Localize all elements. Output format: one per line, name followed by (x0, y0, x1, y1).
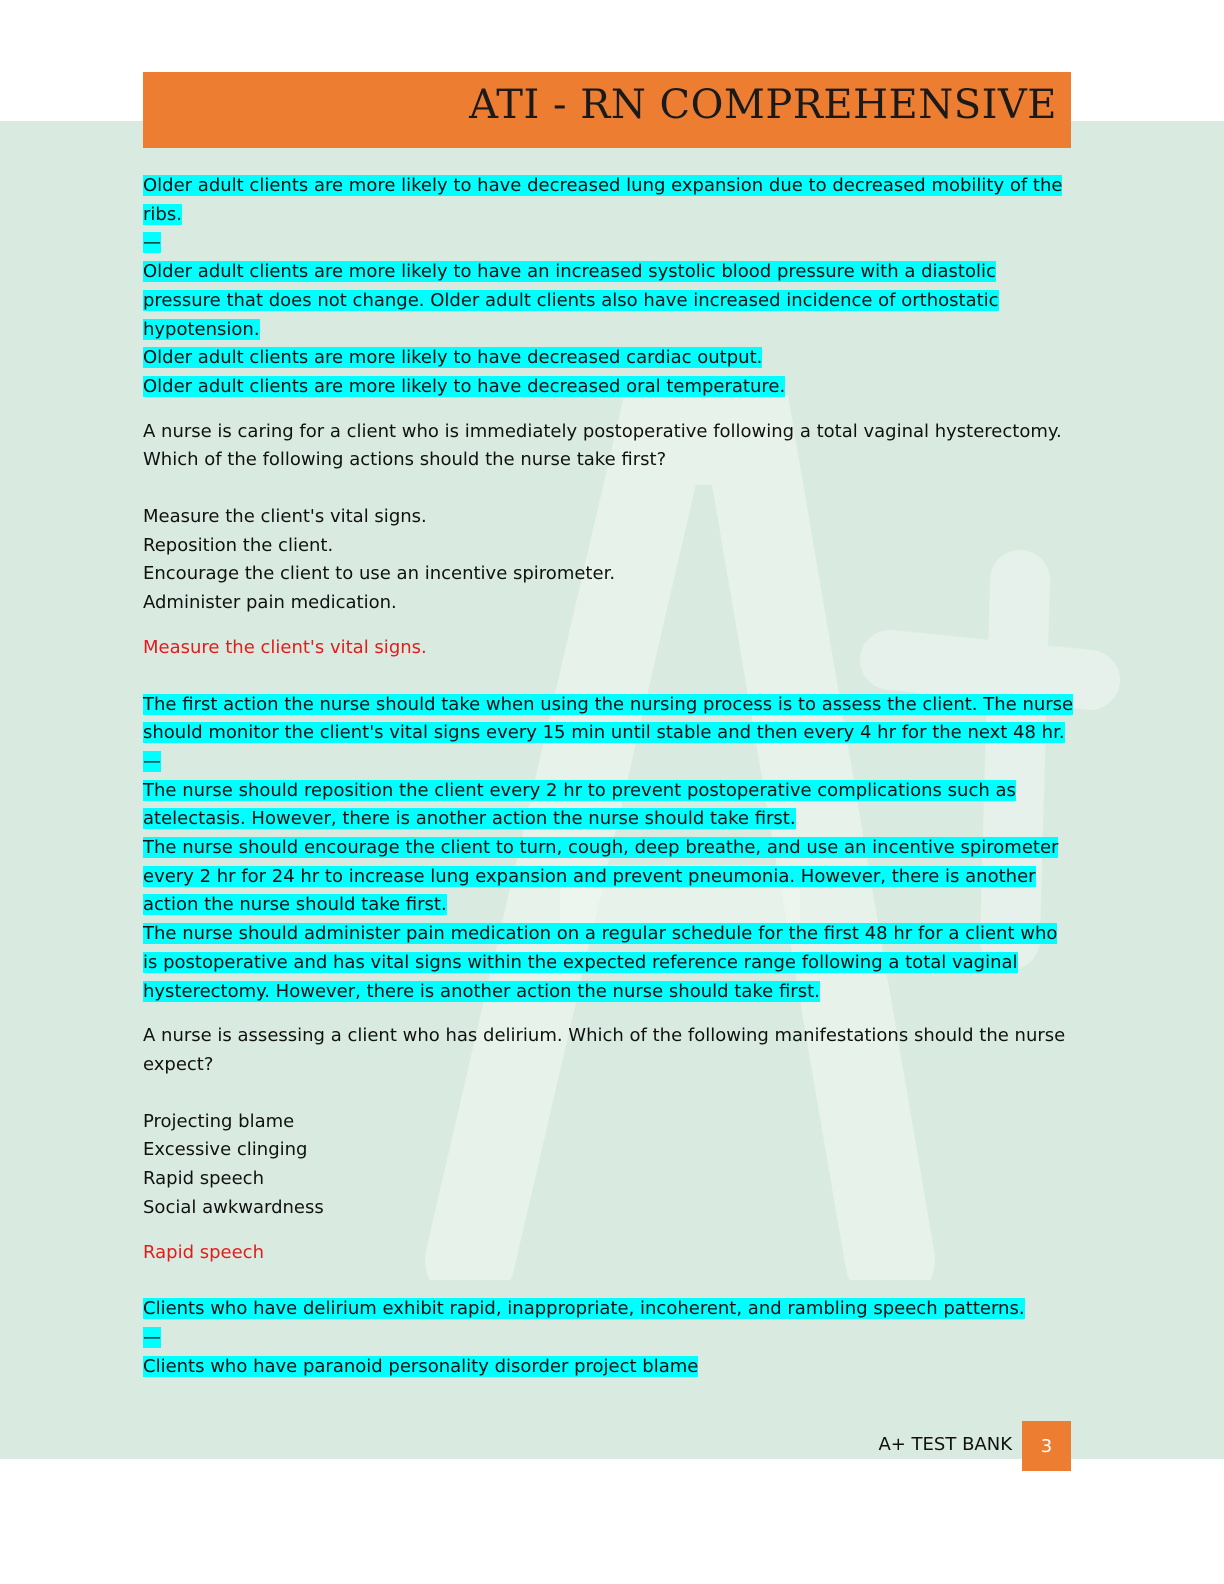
document-title: ATI - RN COMPREHENSIVE (469, 82, 1057, 128)
correct-answer: Rapid speech (143, 1241, 264, 1263)
question-text: A nurse is caring for a client who is immediately postoperative following a total vaginal hysterectomy. Which of the following actions should the nurse take first? (143, 420, 1062, 471)
option-item: Excessive clinging (143, 1139, 308, 1161)
rationale-line: Older adult clients are more likely to have an increased systolic blood pressure with a diastolic pressure that does not change. Older adult clients also have increased incidence of orthostatic hypotension. (143, 261, 999, 340)
rationale-line: The nurse should administer pain medication on a regular schedule for the first 48 hr for a client who is postoperative and has vital signs within the expected reference range following a total vaginal hysterectomy. However, there is another action the nurse should take first. (143, 923, 1058, 1002)
rationale-line: The nurse should reposition the client every 2 hr to prevent postoperative complications such as atelectasis. However, there is another action the nurse should take first. (143, 779, 1016, 830)
rationale-block (143, 691, 1075, 1007)
option-item: Encourage the client to use an incentive spirometer. (143, 563, 616, 585)
page-number: 3 (1022, 1421, 1071, 1471)
option-list (143, 503, 1075, 618)
rationale-line: Older adult clients are more likely to have decreased cardiac output. (143, 347, 763, 369)
header-bar (143, 72, 1071, 148)
question-text: A nurse is assessing a client who has delirium. Which of the following manifestations should the nurse expect? (143, 1025, 1066, 1075)
footer-label: A+ TEST BANK (878, 1434, 1012, 1455)
option-list (143, 1108, 1075, 1223)
page-content (143, 172, 1075, 1381)
option-item: Social awkwardness (143, 1196, 324, 1218)
option-item: Measure the client's vital signs. (143, 506, 427, 528)
rationale-line: — (143, 1326, 161, 1348)
correct-answer: Measure the client's vital signs. (143, 636, 427, 658)
rationale-line: Clients who have paranoid personality disorder project blame (143, 1355, 699, 1377)
rationale-line: — (143, 750, 161, 772)
rationale-line: The nurse should encourage the client to turn, cough, deep breathe, and use an incentive spirometer every 2 hr for 24 hr to increase lung expansion and prevent pneumonia. However, there is another action the nurse should take first. (143, 837, 1059, 916)
option-item: Administer pain medication. (143, 592, 397, 614)
rationale-block (143, 172, 1075, 402)
rationale-line: Older adult clients are more likely to have decreased oral temperature. (143, 375, 786, 397)
rationale-line: Clients who have delirium exhibit rapid, inappropriate, incoherent, and rambling speech patterns. (143, 1298, 1025, 1320)
rationale-line: — (143, 232, 161, 254)
option-item: Projecting blame (143, 1110, 295, 1132)
rationale-block (143, 1295, 1075, 1381)
option-item: Reposition the client. (143, 534, 334, 556)
rationale-line: The first action the nurse should take when using the nursing process is to assess the client. The nurse should monitor the client's vital signs every 15 min until stable and then every 4 hr for the next 48 hr. (143, 693, 1074, 744)
rationale-line: Older adult clients are more likely to have decreased lung expansion due to decreased mobility of the ribs. (143, 175, 1063, 225)
option-item: Rapid speech (143, 1168, 264, 1190)
